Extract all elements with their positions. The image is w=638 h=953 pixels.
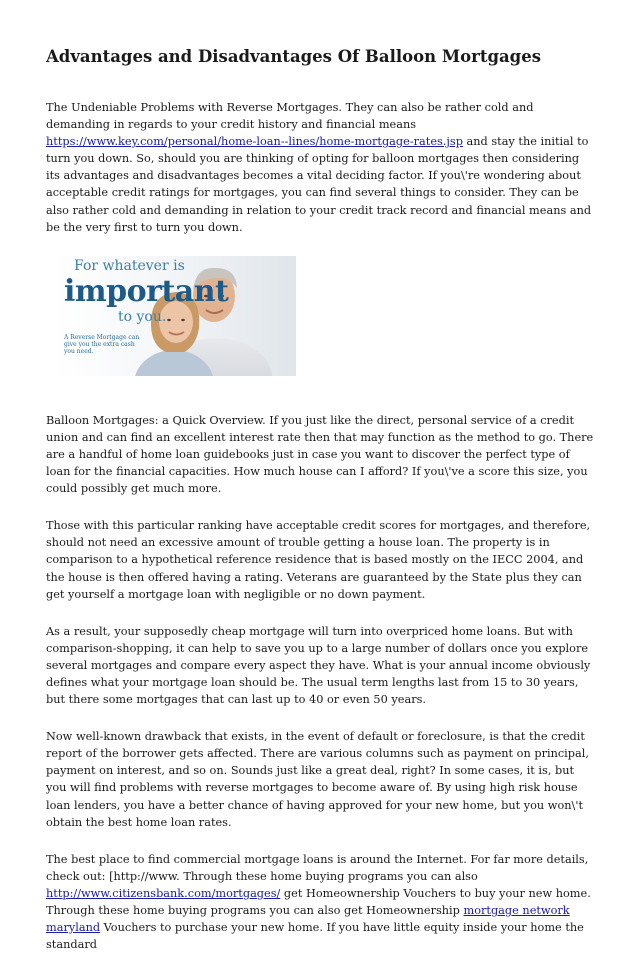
paragraph-6-text-a: The best place to find commercial mortgage loans is around the Internet. For far more details, check out: [http://www. Through these home buying programs you can also	[46, 852, 589, 883]
paragraph-6-text-c: Vouchers to purchase your new home. If you have little equity inside your home the standard	[46, 921, 584, 952]
key-home-loan-link[interactable]: https://www.key.com/personal/home-loan--lines/home-mortgage-rates.jsp	[46, 135, 463, 149]
paragraph-6	[46, 851, 594, 953]
mortgage-network-link[interactable]: mortgage network maryland	[46, 904, 570, 935]
paragraph-5: Now well-known drawback that exists, in the event of default or foreclosure, is that the credit report of the borrower gets affected. There are various columns such as payment on principal, payment on interest, and so on. Sounds just like a great deal, right? In some cases, it is, but you will find problems with reverse mortgages to become aware of. By using high risk house loan lenders, you have a better chance of having approved for your new home, but you won\'t obtain the best home loan rates.	[46, 730, 589, 829]
paragraph-1	[46, 99, 594, 236]
paragraph-6-text-b: get Homeownership Vouchers to buy your new home. Through these home buying programs you can also get Homeownership	[46, 886, 591, 917]
ad-headline-line-3: to you.	[118, 308, 167, 325]
ad-headline-line-2: important	[64, 273, 229, 309]
document-title: Advantages and Disadvantages Of Balloon Mortgages	[46, 47, 541, 66]
ad-headline-line-1: For whatever is	[74, 257, 185, 274]
paragraph-3: Those with this particular ranking have acceptable credit scores for mortgages, and therefore, should not need an excessive amount of trouble getting a house loan. The property is in comparison to a hypothetical reference residence that is based mostly on the IECC 2004, and the house is then offered having a rating. Veterans are guaranteed by the State plus they can get yourself a mortgage loan with negligible or no down payment.	[46, 519, 591, 601]
paragraph-1-text-a: The Undeniable Problems with Reverse Mortgages. They can also be rather cold and demanding in regards to your credit history and financial means	[46, 101, 534, 132]
paragraph-2: Balloon Mortgages: a Quick Overview. If you just like the direct, personal service of a credit union and can find an excellent interest rate then that may function as the method to go. There are a handful of home loan guidebooks just in case you want to discover the perfect type of loan for the financial capacities. How much house can I afford? If you\'ve a score this size, you could possibly get much more.	[46, 413, 594, 496]
reverse-mortgage-ad-image	[56, 256, 296, 376]
ad-subtext: A Reverse Mortgage can give you the extra cash you need.	[64, 333, 140, 355]
paragraph-1-text-b: and stay the initial to turn you down. So, should you are thinking of opting for balloon mortgages then considering its advantages and disadvantages becomes a vital deciding factor. If you\'re wondering about acceptable credit ratings for mortgages, you can find several things to consider. They can be also rather cold and demanding in relation to your credit track record and financial means and be the very first to turn you down.	[46, 135, 592, 234]
paragraph-4: As a result, your supposedly cheap mortgage will turn into overpriced home loans. But with comparison-shopping, it can help to save you up to a large number of dollars once you explore several mortgages and compare every aspect they have. What is your annual income obviously defines what your mortgage loan should be. The usual term lengths last from 15 to 30 years, but there some mortgages that can last up to 40 or even 50 years.	[46, 624, 591, 707]
citizens-bank-link[interactable]: http://www.citizensbank.com/mortgages/	[46, 886, 281, 900]
